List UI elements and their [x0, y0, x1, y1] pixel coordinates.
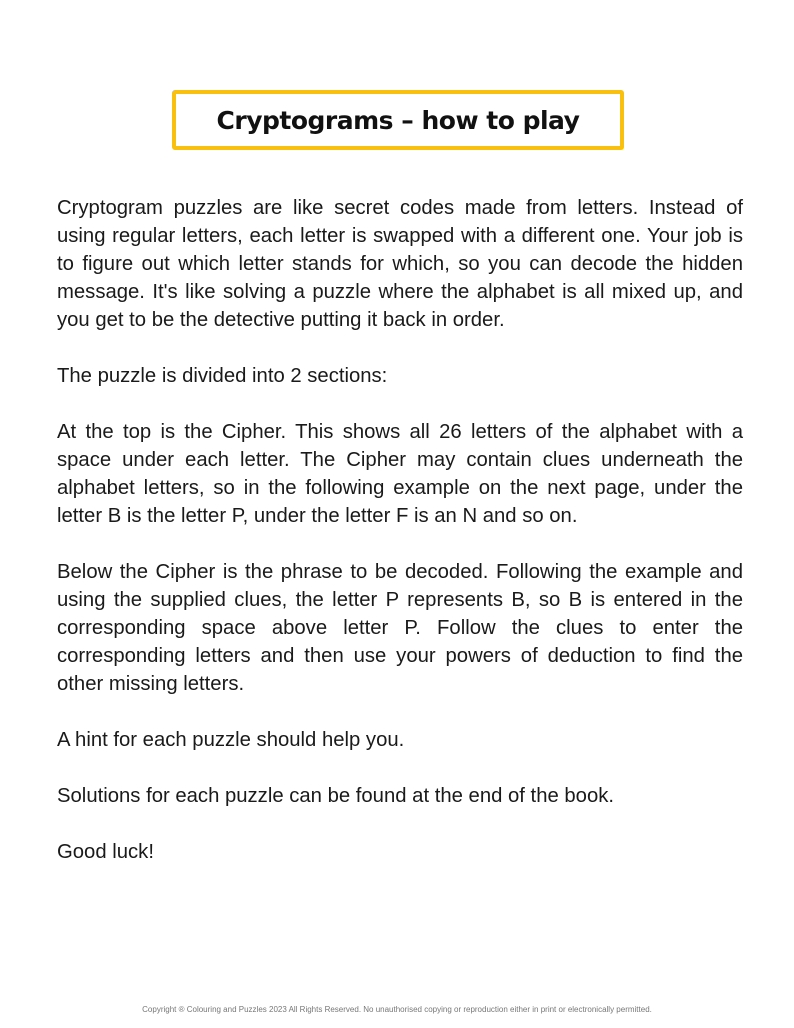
paragraph-solutions: Solutions for each puzzle can be found at the end of the book. [57, 785, 615, 807]
title-box [172, 90, 624, 150]
paragraph-cipher: At the top is the Cipher. This shows all 26 letters of the alphabet with a space under each letter. The Cipher may contain clues underneath the alphabet letters, so in the following example on the next page, under the letter B is the letter P, under the letter F is an N and so on. [57, 421, 743, 527]
paragraph-intro: Cryptogram puzzles are like secret codes made from letters. Instead of using regular letters, each letter is swapped with a different one. Your job is to figure out which letter stands for which, so you can decode the hidden message. It's like solving a puzzle where the alphabet is all mixed up, and you get to be the detective putting it back in order. [57, 197, 743, 331]
copyright-footer: Copyright ® Colouring and Puzzles 2023 All Rights Reserved. No unauthorised copying or reproduction either in print or electronically permitted. [142, 1005, 652, 1014]
instructions-body [57, 194, 743, 894]
paragraph-phrase: Below the Cipher is the phrase to be decoded. Following the example and using the supplied clues, the letter P represents B, so B is entered in the corresponding space above letter P. Follow the clues to enter the corresponding letters and then use your powers of deduction to find the other missing letters. [57, 561, 743, 695]
paragraph-hint: A hint for each puzzle should help you. [57, 729, 405, 751]
paragraph-good-luck: Good luck! [57, 841, 154, 863]
paragraph-sections: The puzzle is divided into 2 sections: [57, 365, 388, 387]
page-title: Cryptograms – how to play [216, 105, 580, 135]
